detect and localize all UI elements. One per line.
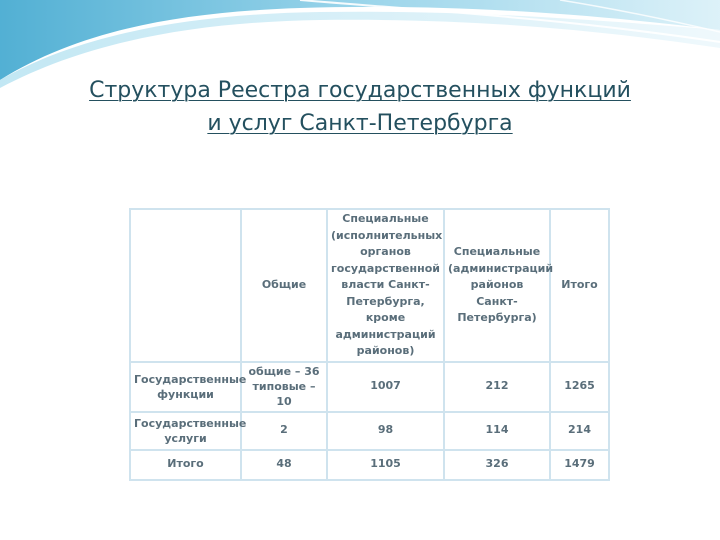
table-cell: 98 [327,412,444,450]
row-label-state-functions: Государственные функции [130,362,241,412]
table-row [130,362,609,412]
table-cell: 1265 [550,362,609,412]
header-cell-empty [130,209,241,362]
table-cell: 326 [444,450,550,480]
slide-title-line-2: и услуг Санкт-Петербурга [207,111,513,136]
header-cell-general: Общие [241,209,327,362]
registry-structure-table [129,208,610,481]
header-cell-special-executive: Специальные (исполнительных органов государственной власти Санкт- Петербурга, кроме администраций районов) [327,209,444,362]
table-header-row [130,209,609,362]
table-cell: 1105 [327,450,444,480]
table-cell: 2 [241,412,327,450]
slide-title-line-1: Структура Реестра государственных функций [89,78,631,103]
table-cell: общие – 36 типовые – 10 [241,362,327,412]
table-cell: 114 [444,412,550,450]
header-cell-total: Итого [550,209,609,362]
row-label-total: Итого [130,450,241,480]
table-cell: 214 [550,412,609,450]
table-row [130,412,609,450]
header-cell-special-districts: Специальные (администраций районов Санкт- Петербурга) [444,209,550,362]
table-cell: 1007 [327,362,444,412]
row-label-state-services: Государственные услуги [130,412,241,450]
table-cell: 1479 [550,450,609,480]
slide-title [20,74,700,140]
table-cell: 212 [444,362,550,412]
table-row [130,450,609,480]
table-cell: 48 [241,450,327,480]
